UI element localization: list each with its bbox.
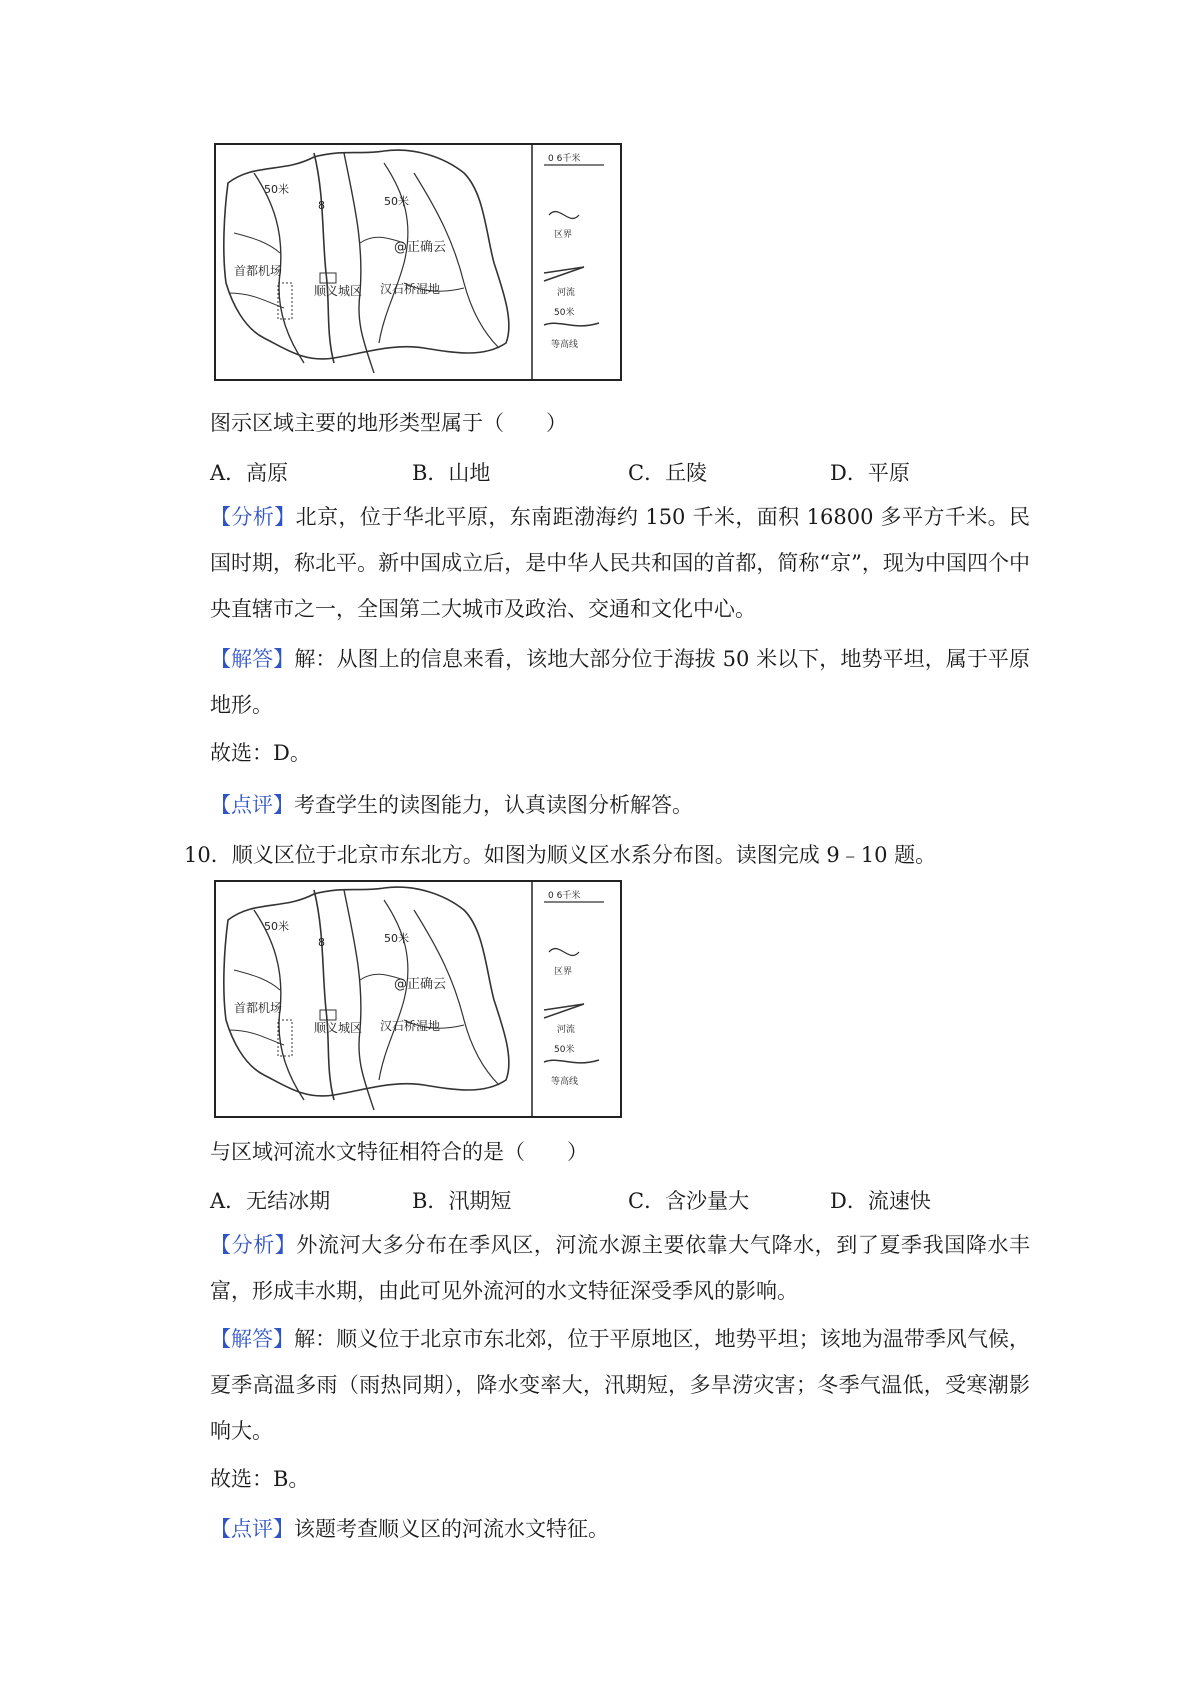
wetland-label: 汉石桥湿地 (380, 1019, 441, 1033)
q9-stem: 图示区域主要的地形类型属于（ ） (210, 411, 567, 435)
map-svg (214, 143, 622, 381)
q10-title: 10．顺义区位于北京市东北方。如图为顺义区水系分布图。读图完成 9﹣10 题。 (184, 843, 937, 867)
q9-answer-text: 解：从图上的信息来看，该地大部分位于海拔 50 米以下，地势平坦，属于平原地形。 (210, 647, 1030, 717)
watermark-text: @正确云 (394, 240, 447, 255)
q10-answer (210, 1316, 1030, 1454)
airport-label: 首都机场 (234, 264, 283, 278)
legend-boundary-label: 区界 (554, 230, 573, 240)
contour-label-east: 50米 (384, 932, 409, 945)
shunyi-water-system-map (214, 143, 622, 381)
q10-analysis-text: 外流河大多分布在季风区，河流水源主要依靠大气降水，到了夏季我国降水丰富，形成丰水期，由此可见外流河的水文特征深受季风的影响。 (210, 1233, 1031, 1303)
watermark-text: @正确云 (394, 977, 447, 992)
river-number-label: 8 (318, 936, 325, 949)
river-number-label: 8 (318, 199, 325, 212)
q9-option-d: D．平原 (830, 461, 910, 485)
q9-comment-tag: 【点评】 (210, 793, 294, 817)
q10-option-b: B．汛期短 (412, 1189, 512, 1213)
q9-choice: 故选：D。 (210, 741, 311, 765)
contour-label-east: 50米 (384, 195, 409, 208)
map-scale-label: 0 6千米 (548, 891, 581, 901)
q9-analysis (210, 494, 1030, 632)
q10-option-c: C．含沙量大 (628, 1189, 750, 1213)
q10-answer-tag: 【解答】 (210, 1327, 295, 1351)
q10-comment-text: 该题考查顺义区的河流水文特征。 (294, 1517, 609, 1541)
q10-choice: 故选：B。 (210, 1467, 310, 1491)
legend-contour-label: 等高线 (551, 1077, 579, 1087)
contour-label-west: 50米 (264, 920, 289, 933)
q10-comment (210, 1514, 609, 1544)
q10-comment-tag: 【点评】 (210, 1517, 294, 1541)
q9-analysis-tag: 【分析】 (210, 505, 296, 529)
q10-answer-text: 解：顺义位于北京市东北郊，位于平原地区，地势平坦；该地为温带季风气候，夏季高温多雨（雨热同期），降水变率大，汛期短，多旱涝灾害；冬季气温低，受寒潮影响大。 (210, 1327, 1031, 1443)
legend-contour-label: 等高线 (551, 340, 579, 350)
q9-analysis-text: 北京，位于华北平原，东南距渤海约 150 千米，面积 16800 多平方千米。民国时期，称北平。新中国成立后，是中华人民共和国的首都，简称“京”，现为中国四个中央直辖市之一，全国第二大城市及政治、交通和文化中心。 (210, 505, 1031, 621)
q9-comment-text: 考查学生的读图能力，认真读图分析解答。 (294, 793, 693, 817)
town-label: 顺义城区 (314, 284, 363, 298)
legend-contour-value: 50米 (554, 1045, 575, 1055)
q9-option-b: B．山地 (412, 461, 491, 485)
legend-boundary-label: 区界 (554, 967, 573, 977)
map-scale-label: 0 6千米 (548, 154, 581, 164)
q9-option-c: C．丘陵 (628, 461, 708, 485)
q10-stem: 与区域河流水文特征相符合的是（ ） (210, 1140, 588, 1164)
legend-river-label: 河流 (557, 1025, 576, 1035)
legend-contour-value: 50米 (554, 308, 575, 318)
q10-option-d: D．流速快 (830, 1189, 931, 1213)
legend-river-label: 河流 (557, 288, 576, 298)
q10-analysis-tag: 【分析】 (210, 1233, 297, 1257)
q9-answer (210, 636, 1030, 728)
airport-label: 首都机场 (234, 1001, 283, 1015)
shunyi-water-system-map (214, 880, 622, 1118)
q10-analysis (210, 1222, 1030, 1314)
q9-option-a: A．高原 (210, 461, 289, 485)
contour-label-west: 50米 (264, 183, 289, 196)
town-label: 顺义城区 (314, 1021, 363, 1035)
q10-option-a: A．无结冰期 (210, 1189, 331, 1213)
map-svg (214, 880, 622, 1118)
q9-answer-tag: 【解答】 (210, 647, 295, 671)
q9-comment (210, 790, 693, 820)
wetland-label: 汉石桥湿地 (380, 282, 441, 296)
